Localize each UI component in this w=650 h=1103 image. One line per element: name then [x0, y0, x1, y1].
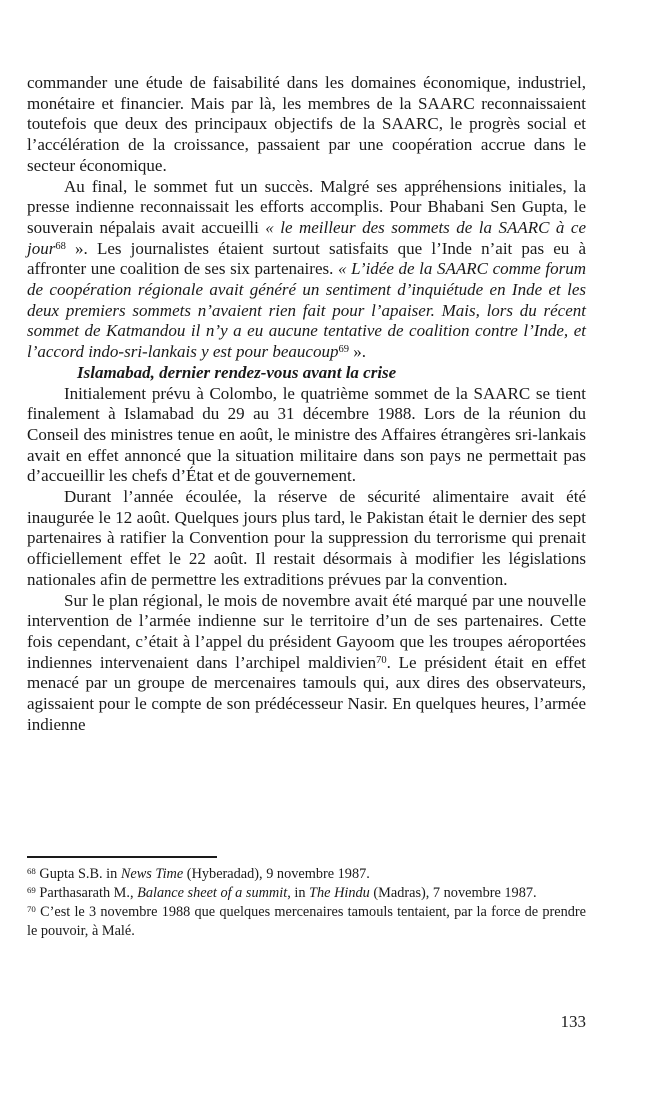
text-segment: Gupta S.B. in [35, 866, 121, 882]
footnote-ref: 68 [55, 240, 66, 252]
text-segment: Sur le plan régional, le mois de novembre avait été marqué par une nouvelle intervention de l’armée indienne sur le territoire d’un de ses partenaires. Cette fois cependant, c’était à l’appel du président Gayoom que les troupes aéroportées indiennes intervenaient dans l’archipel maldivien [27, 590, 586, 672]
footnote-ref: 69 [338, 344, 349, 356]
text-body [27, 73, 586, 736]
text-segment: (Madras), 7 novembre 1987. [369, 885, 537, 901]
text-segment: . Le président était en effet menacé par un groupe de mercenaires tamouls qui, aux dires des observateurs, agissaient pour le compte de son prédécesseur Nasir. En quelques heures, l’armée indienne [27, 652, 586, 734]
text-segment: (Hyberadad), 9 novembre 1987. [183, 866, 370, 882]
text-segment: ». [349, 342, 366, 362]
text-segment: ». Les journalistes étaient surtout satisfaits que l’Inde n’ait pas eu à affronter une coalition de ses six partenaires. [27, 238, 586, 279]
paragraph [27, 73, 586, 177]
footnote-area [27, 856, 586, 941]
paragraph [27, 384, 586, 488]
footnote-separator [27, 856, 217, 858]
footnote-ref: 70 [376, 654, 387, 666]
text-segment: « le meilleur des sommets de la SAARC à ce jour [27, 217, 586, 258]
page-number: 133 [560, 1012, 586, 1031]
text-segment: C’est le 3 novembre 1988 que quelques mercenaires tamouls tentaient, par la force de prendre le pouvoir, à Malé. [27, 904, 586, 939]
footnote-ref: 69 [27, 885, 36, 896]
text-segment: , in [287, 885, 310, 901]
text-segment: The Hindu [309, 885, 370, 901]
text-segment: Au final, le sommet fut un succès. Malgré ses appréhensions initiales, la presse indienne reconnaissait les efforts accomplis. Pour Bhabani Sen Gupta, le souverain népalais avait accueilli [27, 176, 586, 237]
text-segment: Balance sheet of a summit [137, 885, 288, 901]
text-segment: News Time [120, 866, 184, 882]
footnote-item [27, 865, 586, 884]
text-segment: commander une étude de faisabilité dans les domaines économique, industriel, monétaire et financier. Mais par là, les membres de la SAARC reconnaissaient toutefois que deux des principaux objectifs de la SAARC, le progrès social et l’accélération de la croissance, passaient par une coopération accrue dans le secteur économique. [27, 73, 586, 175]
footnote-ref: 70 [27, 904, 36, 915]
text-segment: Parthasarath M., [35, 885, 138, 901]
text-segment: Durant l’année écoulée, la réserve de sécurité alimentaire avait été inaugurée le 12 août. Quelques jours plus tard, le Pakistan était le dernier des sept partenaires à ratifier la Convention pour la suppression du terrorisme qui prenait officiellement effet le 22 août. Il restait désormais à modifier les législations nationales afin de permettre les extraditions prévues par la convention. [27, 487, 586, 589]
footnote-list [27, 865, 586, 941]
text-segment: Initialement prévu à Colombo, le quatrième sommet de la SAARC se tient finalement à Islamabad du 29 au 31 décembre 1988. Lors de la réunion du Conseil des ministres tenue en août, le ministre des Affaires étrangères sri-lankais avait en effet annoncé que la situation militaire dans son pays ne permettait pas d’accueillir les chefs d’État et de gouvernement. [27, 383, 586, 486]
text-segment: « L’idée de la SAARC comme forum de coopération régionale avait généré un sentiment d’inquiétude en Inde et les deux premiers sommets n’avaient rien fait pour l’apaiser. Mais, lors du récent sommet de Katmandou il n’y a eu aucune tentative de coalition contre l’Inde, et l’accord indo-sri-lankais y est pour beaucoup [27, 259, 586, 362]
footnote-item [27, 884, 586, 903]
footnote-ref: 68 [27, 866, 36, 877]
paragraph [27, 591, 586, 736]
paragraph [27, 487, 586, 591]
text-segment: Islamabad, dernier rendez-vous avant la crise [77, 362, 397, 382]
paragraph [27, 177, 586, 363]
section-heading [27, 363, 586, 384]
footnote-item [27, 903, 586, 941]
